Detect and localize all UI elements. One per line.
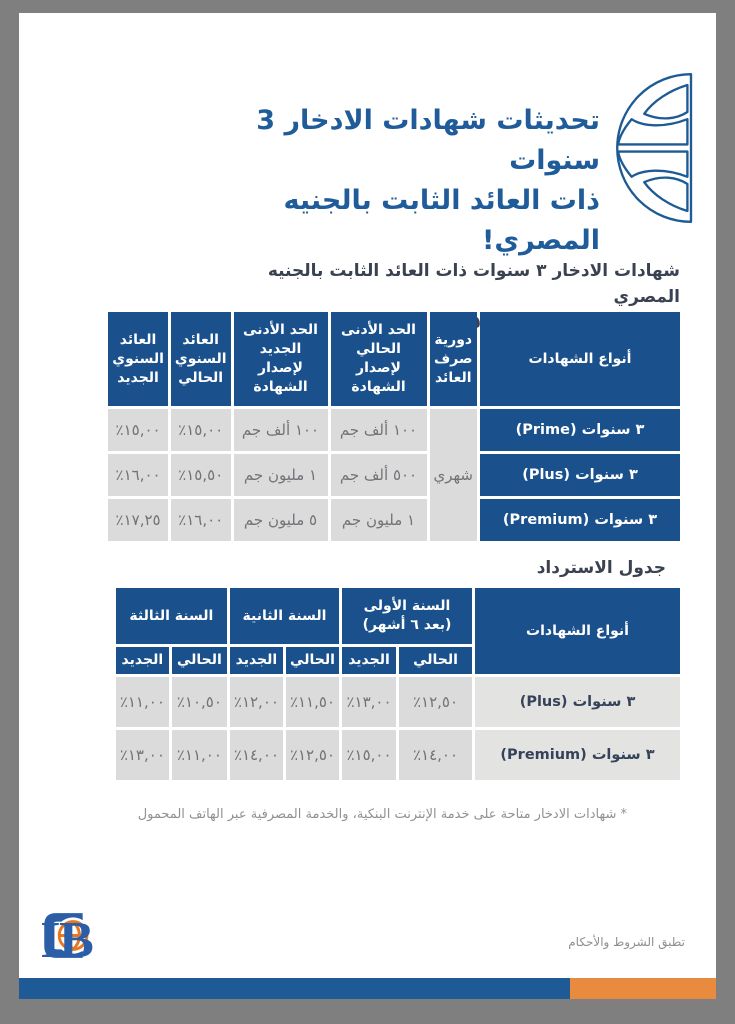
- subcol-year3-new: الجديد: [116, 647, 169, 674]
- annual-new-cell: ١٥,٠٠٪: [108, 409, 168, 451]
- table-row-plus: [116, 677, 680, 727]
- col-header-payout-frequency: دورية صرف العائد: [430, 312, 478, 406]
- table-row-prime: [108, 409, 680, 451]
- year1-current-cell: ١٢,٥٠٪: [399, 677, 472, 727]
- footer-bar-blue: [19, 978, 570, 999]
- annual-current-cell: ١٥,٥٠٪: [171, 454, 231, 496]
- year2-current-cell: ١٢,٥٠٪: [286, 730, 339, 780]
- year1-current-cell: ١٤,٠٠٪: [399, 730, 472, 780]
- year3-new-cell: ١٣,٠٠٪: [116, 730, 169, 780]
- year2-current-cell: ١١,٥٠٪: [286, 677, 339, 727]
- certificate-type-label: ٣ سنوات (Premium): [475, 730, 680, 780]
- page-title-line2: ذات العائد الثابت بالجنيه المصري!: [283, 185, 600, 256]
- rates-table-container: [105, 309, 683, 544]
- year2-new-cell: ١٢,٠٠٪: [230, 677, 283, 727]
- col-header-year2: السنة الثانية: [230, 588, 339, 644]
- year3-new-cell: ١١,٠٠٪: [116, 677, 169, 727]
- year1-new-cell: ١٥,٠٠٪: [342, 730, 396, 780]
- annual-new-cell: ١٦,٠٠٪: [108, 454, 168, 496]
- rates-header-row: [108, 312, 680, 406]
- year3-current-cell: ١١,٠٠٪: [172, 730, 227, 780]
- min-new-cell: ٥ مليون جم: [234, 499, 328, 541]
- min-current-cell: ١٠٠ ألف جم: [331, 409, 427, 451]
- subcol-year2-new: الجديد: [230, 647, 283, 674]
- availability-footnote: * شهادات الادخار متاحة على خدمة الإنترنت البنكية، والخدمة المصرفية عبر الهاتف المحمول: [137, 807, 627, 822]
- year1-line1: السنة الأولى: [363, 598, 451, 614]
- col-header-year3: السنة الثالثة: [116, 588, 227, 644]
- subtitle-line1: شهادات الادخار ٣ سنوات ذات العائد الثابت بالجنيه المصري: [267, 261, 680, 307]
- cib-logo: [40, 908, 152, 963]
- table-row-plus: [108, 454, 680, 496]
- table-row-premium: [108, 499, 680, 541]
- rates-table: [105, 309, 683, 544]
- year3-current-cell: ١٠,٥٠٪: [172, 677, 227, 727]
- subcol-year1-new: الجديد: [342, 647, 396, 674]
- table-row-premium: [116, 730, 680, 780]
- certificate-type-label: ٣ سنوات (Plus): [475, 677, 680, 727]
- col-header-certificate-types: أنواع الشهادات: [480, 312, 680, 406]
- subcol-year3-current: الحالي: [172, 647, 227, 674]
- min-current-cell: ١ مليون جم: [331, 499, 427, 541]
- redemption-table-title: جدول الاسترداد: [536, 558, 666, 578]
- col-header-annual-new: العائد السنوي الجديد: [108, 312, 168, 406]
- year2-new-cell: ١٤,٠٠٪: [230, 730, 283, 780]
- page-title: [180, 101, 600, 261]
- col-header-min-current: الحد الأدنى الحالي لإصدار الشهادة: [331, 312, 427, 406]
- subcol-year2-current: الحالي: [286, 647, 339, 674]
- min-new-cell: ١٠٠ ألف جم: [234, 409, 328, 451]
- col-header-year1: [342, 588, 472, 644]
- certificate-type-label: ٣ سنوات (Prime): [480, 409, 680, 451]
- redemption-table: [113, 585, 683, 783]
- year1-line2: (بعد ٦ أشهر): [362, 617, 452, 633]
- half-globe-icon: [610, 63, 700, 233]
- annual-new-cell: ١٧,٢٥٪: [108, 499, 168, 541]
- min-new-cell: ١ مليون جم: [234, 454, 328, 496]
- subcol-year1-current: الحالي: [399, 647, 472, 674]
- terms-and-conditions-text: تطبق الشروط والأحكام: [568, 935, 685, 949]
- col-header-annual-current: العائد السنوي الحالي: [171, 312, 231, 406]
- footer-bar-orange: [570, 978, 716, 999]
- annual-current-cell: ١٦,٠٠٪: [171, 499, 231, 541]
- col-header-certificate-types: أنواع الشهادات: [475, 588, 680, 674]
- frequency-value-cell: شهري: [430, 409, 478, 541]
- page-title-line1: تحديثات شهادات الادخار 3 سنوات: [256, 105, 600, 176]
- redemption-table-container: [113, 585, 683, 783]
- certificate-type-label: ٣ سنوات (Plus): [480, 454, 680, 496]
- col-header-min-new: الحد الأدنى الجديد لإصدار الشهادة: [234, 312, 328, 406]
- annual-current-cell: ١٥,٠٠٪: [171, 409, 231, 451]
- redemption-header-row-years: [116, 588, 680, 644]
- year1-new-cell: ١٣,٠٠٪: [342, 677, 396, 727]
- min-current-cell: ٥٠٠ ألف جم: [331, 454, 427, 496]
- cib-ib-letters: IB: [40, 910, 93, 963]
- flyer-page: [19, 13, 716, 999]
- certificate-type-label: ٣ سنوات (Premium): [480, 499, 680, 541]
